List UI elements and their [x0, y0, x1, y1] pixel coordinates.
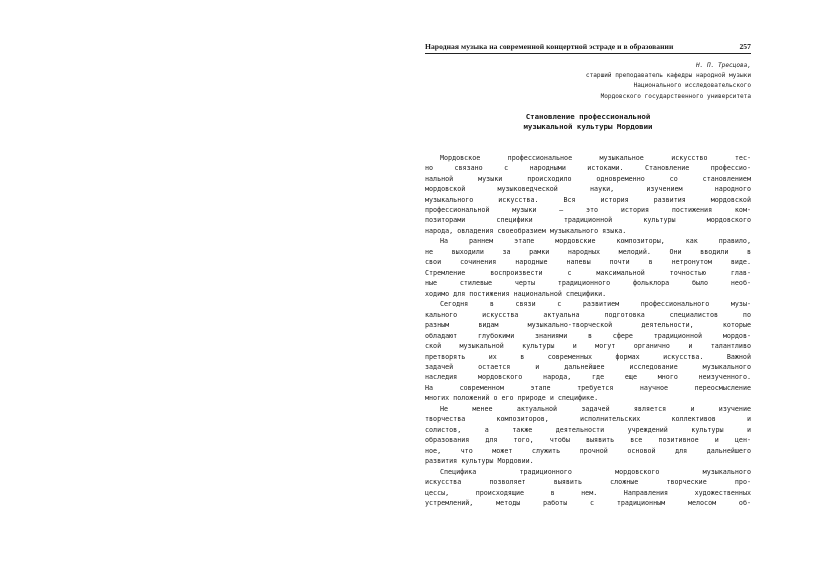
- book-page: [425, 42, 751, 542]
- body-text-line: искусства позволяет выявить сложные творческие про-: [425, 478, 751, 487]
- body-text-line: цессы, происходящие в нем. Направления художественных: [425, 488, 751, 497]
- author-byline: [425, 61, 751, 102]
- body-text-line: устремлений, методы работы с традиционным мелосом об-: [425, 499, 751, 508]
- body-text-line: претворять их в современных формах искусства. Важной: [425, 352, 751, 361]
- body-text-line: Не менее актуальной задачей является и изучение: [440, 404, 751, 413]
- body-text-line: ской музыкальной культуры и могут органично и талантливо: [425, 342, 751, 351]
- body-text-line: музыкального искусства. Вся история развития мордовской: [425, 195, 751, 204]
- body-text-line: развития культуры Мордовии.: [425, 457, 534, 466]
- body-text-line: разным видам музыкально-творческой деятельности, которые: [425, 321, 751, 330]
- article-title: [425, 112, 751, 133]
- running-head-title: Народная музыка на современной концертной эстраде и в образовании: [425, 42, 674, 51]
- body-text-line: творчества композиторов, исполнительских коллективов и: [425, 415, 751, 424]
- body-text-line: народа, овладения своеобразием музыкального языка.: [425, 226, 627, 235]
- body-text-line: На современном этапе требуется научное переосмысление: [425, 383, 751, 392]
- author-position-line: Мордовского государственного университета: [600, 92, 751, 100]
- body-text-line: обладают глубокими знаниями в сфере традиционной мордов-: [425, 331, 751, 340]
- body-text-line: На раннем этапе мордовские композиторы, как правило,: [440, 237, 751, 246]
- page-number: 257: [739, 42, 751, 51]
- header-rule: [425, 53, 751, 54]
- body-text-line: мордовской музыковедческой науки, изучением народного: [425, 185, 751, 194]
- article-body: [425, 153, 751, 509]
- body-text-line: профессиональной музыки — это история постижения ком-: [425, 205, 751, 214]
- body-text-line: Специфика традиционного мордовского музыкального: [440, 467, 751, 476]
- body-text-line: наследия мордовского народа, где еще много неизученного.: [425, 373, 751, 382]
- body-text-line: не выходили за рамки народных мелодий. Они вводили в: [425, 247, 751, 256]
- body-text-line: нальной музыки происходило одновременно со становлением: [425, 174, 751, 183]
- body-text-line: кального искусства актуальна подготовка специалистов по: [425, 310, 751, 319]
- author-position-line: старший преподаватель кафедры народной музыки: [585, 72, 751, 80]
- running-head: [425, 42, 751, 52]
- body-text-line: ное, что может служить прочной основой для дальнейшего: [425, 446, 751, 455]
- article-title-line: музыкальной культуры Мордовии: [523, 122, 653, 132]
- body-text-line: ные стилевые черты традиционного фольклора было необ-: [425, 279, 751, 288]
- body-text-line: позиторами специфики традиционной культуры мордовского: [425, 216, 751, 225]
- article-title-line: Становление профессиональной: [525, 111, 651, 121]
- body-text-line: но связано с народными истоками. Становление профессио-: [425, 164, 751, 173]
- author-position-line: Национального исследовательского: [633, 82, 751, 90]
- body-text-line: солистов, а также деятельности учреждений культуры и: [425, 425, 751, 434]
- body-text-line: задачей остается и дальнейшее исследование музыкального: [425, 363, 751, 371]
- body-text-line: многих положений о его природе и специфике.: [425, 394, 599, 403]
- body-text-line: Мордовское профессиональное музыкальное искусство тес-: [440, 153, 751, 162]
- body-text-line: ходимо для постижения национальной специфики.: [425, 289, 607, 298]
- body-text-line: Сегодня в связи с развитием профессионального музы-: [440, 300, 751, 309]
- body-text-line: свои сочинения народные напевы почти в нетронутом виде.: [425, 258, 751, 267]
- author-name: Н. П. Тресцова,: [695, 62, 751, 69]
- body-text-line: Стремление воспроизвести с максимальной точностью глав-: [425, 268, 751, 277]
- body-text-line: образования для того, чтобы выявить все позитивное и цен-: [425, 436, 751, 445]
